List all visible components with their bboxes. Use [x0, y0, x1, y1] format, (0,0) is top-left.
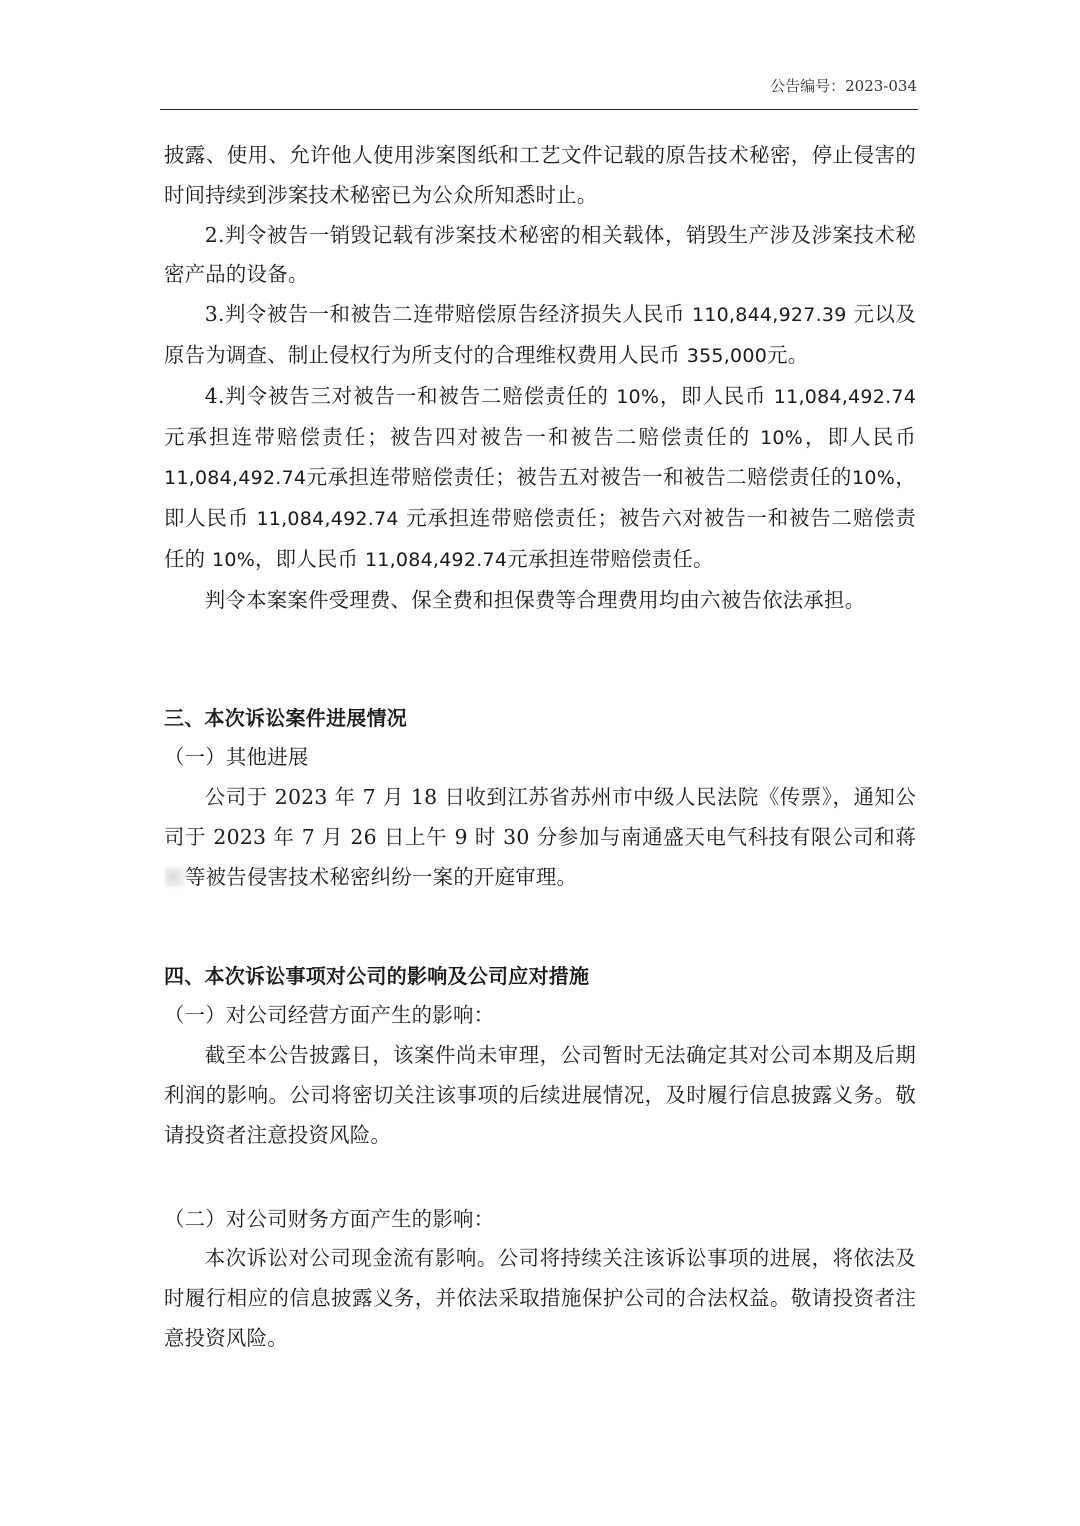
rights-protection-fee: 355,000 — [686, 344, 768, 367]
header-divider — [160, 109, 918, 110]
paragraph-costs: 判令本案案件受理费、保全费和担保费等合理费用均由六被告依法承担。 — [204, 587, 866, 612]
spacer — [164, 898, 916, 957]
liability-percent: 10% — [616, 385, 660, 408]
notice-number: 公告编号：2023-034 — [770, 77, 917, 95]
section-3-body-text-b: 等被告侵害技术秘密纠纷一案的开庭审理。 — [185, 864, 578, 889]
section-4-subheading-2: （二）对公司财务方面产生的影响： — [164, 1206, 495, 1231]
item-4-text-e: 元承担连带赔偿责任；被告五对被告一和被告二赔偿责任的 — [306, 465, 853, 490]
paragraph-item-3 — [164, 295, 916, 377]
item-4-text-b: ，即人民币 — [659, 383, 767, 408]
section-4-subheading-1: （一）对公司经营方面产生的影响： — [164, 1003, 495, 1028]
liability-amount: 11,084,492.74 — [364, 548, 508, 571]
paragraph-item-4 — [164, 377, 916, 581]
liability-percent: 10% — [852, 467, 896, 490]
item-4-text-d: ，即人民币 — [803, 424, 917, 449]
section-3-subheading: （一）其他进展 — [164, 745, 309, 770]
document-body — [164, 136, 916, 1359]
item-4-text-h: ，即人民币 — [255, 546, 359, 571]
section-4-body-1: 截至本公告披露日，该案件尚未审理，公司暂时无法确定其对公司本期及后期利润的影响。公司将密切关注该事项的后续进展情况，及时履行信息披露义务。敬请投资者注意投资风险。 — [164, 1043, 916, 1147]
liability-percent: 10% — [760, 426, 804, 449]
paragraph-injunction-continued: 披露、使用、允许他人使用涉案图纸和工艺文件记载的原告技术秘密，停止侵害的时间持续到涉案技术秘密已为公众所知悉时止。 — [164, 143, 916, 207]
redacted-name-blur — [165, 867, 185, 887]
paragraph-item-2: 2.判令被告一销毁记载有涉案技术秘密的相关载体，销毁生产涉及涉案技术秘密产品的设备。 — [164, 222, 916, 287]
item-3-text-b: 元以及原告为调查、制止侵权行为所支付的合理维权费用人民币 — [164, 302, 916, 367]
item-4-text-i: 元承担连带赔偿责任。 — [507, 546, 714, 571]
item-3-text-c: 元。 — [767, 342, 809, 367]
damages-amount: 110,844,927.39 — [691, 304, 847, 327]
section-3-body-text-a: 公司于 2023 年 7 月 18 日收到江苏省苏州市中级人民法院《传票》，通知公司于 2023 年 7 月 26 日上午 9 时 30 分参加与南通盛天电气科技有限公司和蒋 — [164, 785, 916, 849]
item-4-text-f: ，即人民币 — [164, 465, 917, 531]
section-3-body — [164, 778, 916, 897]
liability-percent: 10% — [212, 548, 255, 571]
item-3-text-a: 3.判令被告一和被告二连带赔偿原告经济损失人民币 — [204, 302, 685, 327]
liability-amount: 11,084,492.74 — [164, 467, 307, 490]
spacer — [164, 1156, 916, 1200]
spacer — [164, 621, 916, 699]
section-4-heading: 四、本次诉讼事项对公司的影响及公司应对措施 — [164, 963, 590, 988]
item-4-text-g: 元承担连带赔偿责任；被告六对被告一和被告二赔偿责任的 — [164, 506, 917, 571]
item-4-text-a: 4.判令被告三对被告一和被告二赔偿责任的 — [204, 383, 609, 408]
liability-amount: 11,084,492.74 — [773, 385, 917, 408]
item-4-text-c: 元承担连带赔偿责任；被告四对被告一和被告二赔偿责任的 — [164, 424, 752, 449]
section-4-body-2: 本次诉讼对公司现金流有影响。公司将持续关注该诉讼事项的进展，将依法及时履行相应的信息披露义务，并依法采取措施保护公司的合法权益。敬请投资者注意投资风险。 — [164, 1246, 916, 1350]
section-3-heading: 三、本次诉讼案件进展情况 — [164, 705, 407, 730]
liability-amount: 11,084,492.74 — [256, 508, 399, 531]
